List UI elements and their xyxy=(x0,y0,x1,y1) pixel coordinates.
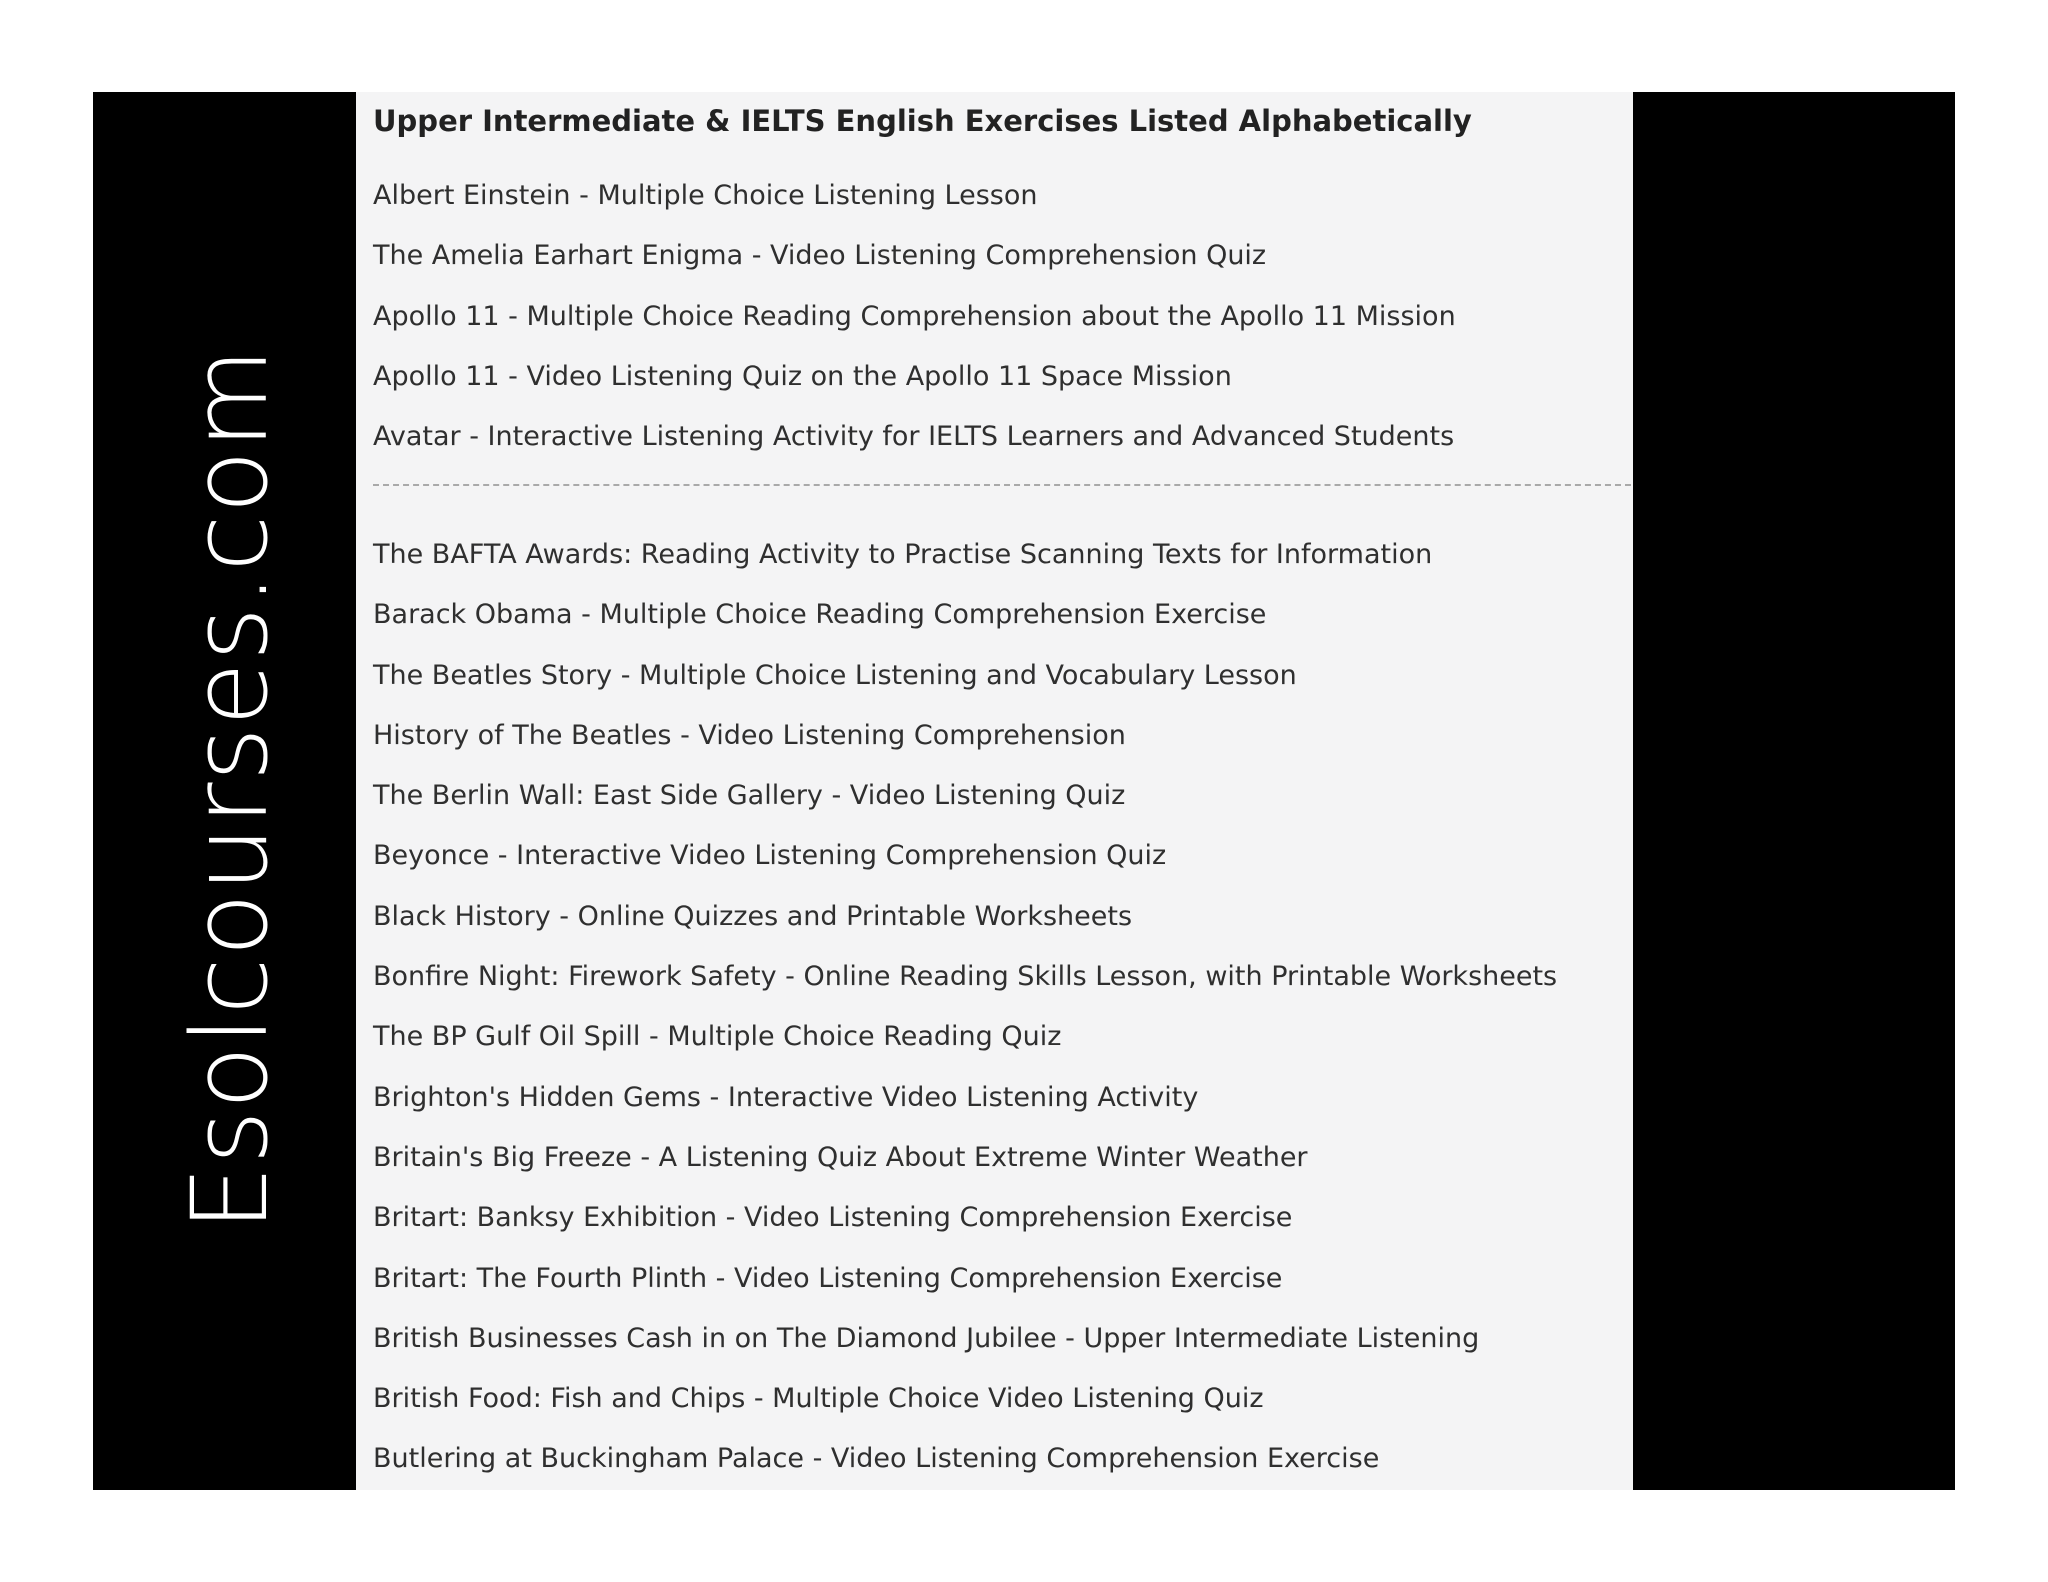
exercise-link[interactable]: Bonfire Night: Firework Safety - Online Reading Skills Lesson, with Printable Worksheets xyxy=(373,961,1558,993)
list-item xyxy=(373,826,1557,886)
exercise-link[interactable]: Avatar - Interactive Listening Activity for IELTS Learners and Advanced Students xyxy=(373,421,1455,453)
exercise-link[interactable]: British Businesses Cash in on The Diamond Jubilee - Upper Intermediate Listening xyxy=(373,1322,1480,1354)
exercise-link[interactable]: The Beatles Story - Multiple Choice Listening and Vocabulary Lesson xyxy=(373,659,1297,691)
list-item xyxy=(373,1429,1557,1489)
list-item xyxy=(373,646,1557,706)
exercise-link[interactable]: The Amelia Earhart Enigma - Video Listening Comprehension Quiz xyxy=(373,240,1267,272)
exercise-link[interactable]: The BAFTA Awards: Reading Activity to Practise Scanning Texts for Information xyxy=(373,539,1433,570)
list-item xyxy=(373,947,1557,1007)
exercise-link[interactable]: Butlering at Buckingham Palace - Video Listening Comprehension Exercise xyxy=(373,1443,1380,1475)
list-item xyxy=(373,1369,1557,1429)
list-item xyxy=(373,887,1557,947)
list-item xyxy=(373,287,1456,347)
exercise-link[interactable]: Britain's Big Freeze - A Listening Quiz About Extreme Winter Weather xyxy=(373,1141,1308,1173)
list-item xyxy=(373,407,1456,467)
exercise-link[interactable]: Beyonce - Interactive Video Listening Comprehension Quiz xyxy=(373,840,1167,872)
exercise-list-b xyxy=(373,525,1557,1490)
exercise-link[interactable]: Apollo 11 - Multiple Choice Reading Comprehension about the Apollo 11 Mission xyxy=(373,300,1456,332)
exercise-list-a xyxy=(373,166,1456,467)
section-divider xyxy=(373,484,1631,486)
list-item xyxy=(373,347,1456,407)
exercise-link[interactable]: History of The Beatles - Video Listening Comprehension xyxy=(373,719,1126,751)
list-item xyxy=(373,706,1557,766)
exercise-link[interactable]: Albert Einstein - Multiple Choice Listening Lesson xyxy=(373,180,1038,211)
list-item xyxy=(373,226,1456,286)
list-item xyxy=(373,1068,1557,1128)
list-heading: Upper Intermediate & IELTS English Exercises Listed Alphabetically xyxy=(373,104,1472,138)
exercise-link[interactable]: Barack Obama - Multiple Choice Reading Comprehension Exercise xyxy=(373,599,1267,631)
list-item xyxy=(373,1128,1557,1188)
exercise-link[interactable]: The Berlin Wall: East Side Gallery - Video Listening Quiz xyxy=(373,780,1126,812)
exercise-link[interactable]: Apollo 11 - Video Listening Quiz on the Apollo 11 Space Mission xyxy=(373,360,1232,392)
list-item xyxy=(373,1249,1557,1309)
list-item xyxy=(373,1188,1557,1248)
list-item xyxy=(373,1309,1557,1369)
exercise-link[interactable]: Britart: The Fourth Plinth - Video Listening Comprehension Exercise xyxy=(373,1262,1283,1294)
exercise-link[interactable]: Brighton's Hidden Gems - Interactive Video Listening Activity xyxy=(373,1081,1199,1113)
list-item xyxy=(373,766,1557,826)
list-item xyxy=(373,585,1557,645)
exercise-link[interactable]: Britart: Banksy Exhibition - Video Listening Comprehension Exercise xyxy=(373,1202,1293,1234)
exercise-link[interactable]: British Food: Fish and Chips - Multiple Choice Video Listening Quiz xyxy=(373,1383,1264,1415)
exercise-link[interactable]: The BP Gulf Oil Spill - Multiple Choice Reading Quiz xyxy=(373,1021,1062,1053)
exercise-link[interactable]: Black History - Online Quizzes and Printable Worksheets xyxy=(373,900,1133,932)
list-item xyxy=(373,166,1456,226)
exercise-list-panel xyxy=(356,92,1633,1490)
brand-wordmark: Esolcourses.com xyxy=(169,346,291,1232)
list-item xyxy=(373,525,1557,585)
list-item xyxy=(373,1007,1557,1067)
